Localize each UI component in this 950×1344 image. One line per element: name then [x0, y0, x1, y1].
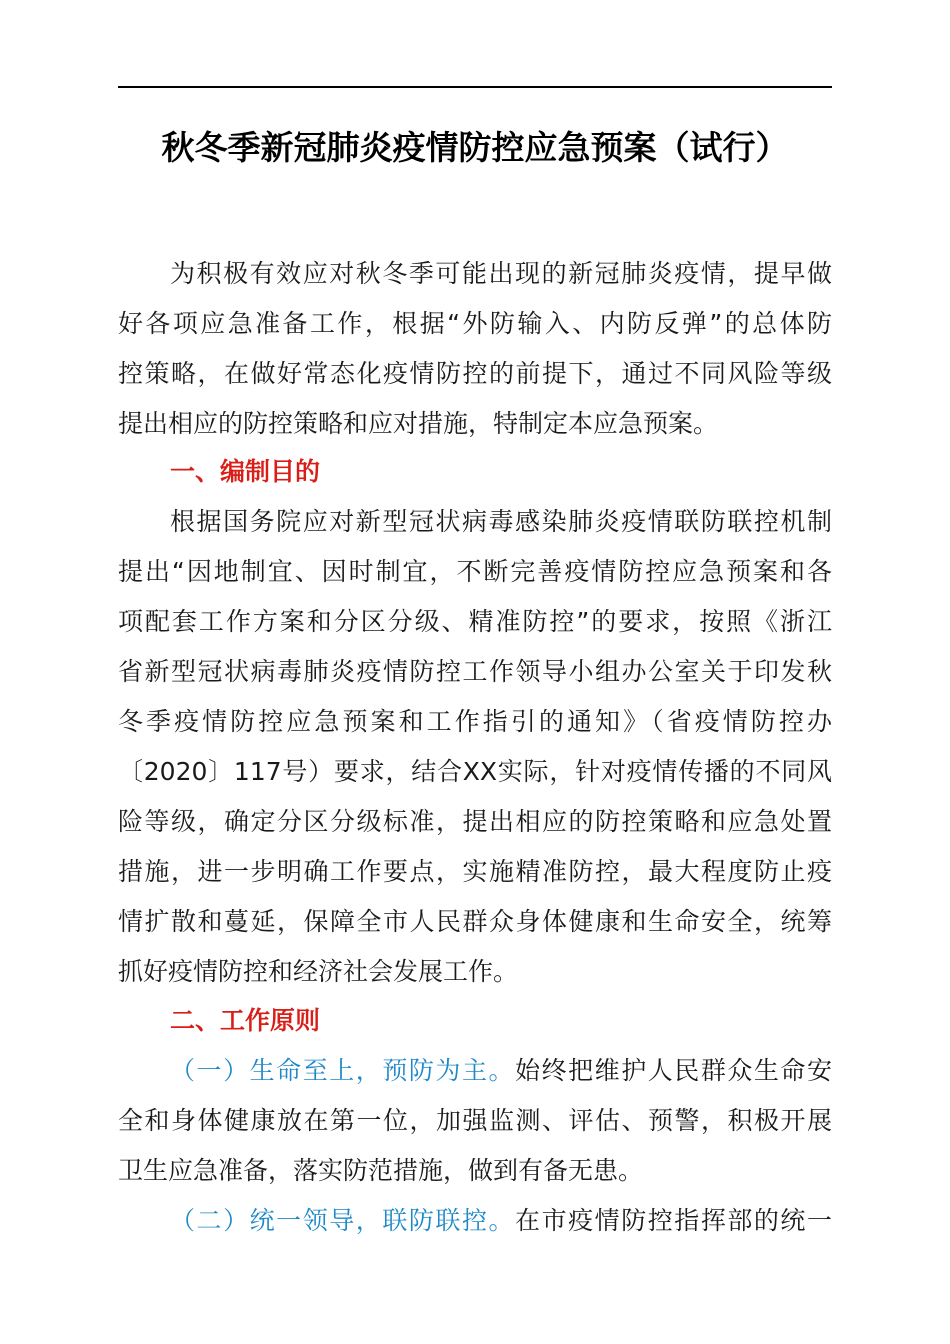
principle-2-label: （二）统一领导，联防联控。	[170, 1206, 516, 1235]
body-line: 〔2020〕117号）要求，结合XX实际，针对疫情传播的不同风	[118, 757, 832, 786]
principle-1-first-line	[170, 1051, 832, 1091]
body-line: 抓好疫情防控和经济社会发展工作。	[118, 957, 519, 986]
principle-2-text: 在市疫情防控指挥部的统一	[515, 1206, 832, 1235]
body-line: 险等级，确定分区分级标准，提出相应的防控策略和应急处置	[118, 807, 832, 836]
principle-1-label: （一）生命至上，预防为主。	[170, 1056, 516, 1085]
intro-line: 好各项应急准备工作，根据“外防输入、内防反弹”的总体防	[118, 309, 832, 338]
body-line: 冬季疫情防控应急预案和工作指引的通知》（省疫情防控办	[118, 707, 832, 736]
body-line: 措施，进一步明确工作要点，实施精准防控，最大程度防止疫	[118, 857, 832, 886]
body-line: 提出“因地制宜、因时制宜，不断完善疫情防控应急预案和各	[118, 557, 832, 586]
body-line: 省新型冠状病毒肺炎疫情防控工作领导小组办公室关于印发秋	[118, 657, 832, 686]
body-line: 根据国务院应对新型冠状病毒感染肺炎疫情联防联控机制	[170, 507, 832, 536]
body-line: 情扩散和蔓延，保障全市人民群众身体健康和生命安全，统筹	[118, 907, 832, 936]
document-title: 秋冬季新冠肺炎疫情防控应急预案（试行）	[161, 128, 789, 167]
section-heading-purpose: 一、编制目的	[170, 457, 321, 486]
intro-line: 提出相应的防控策略和应对措施，特制定本应急预案。	[118, 409, 719, 438]
principle-1-text: 始终把维护人民群众生命安	[515, 1056, 832, 1085]
intro-line: 控策略，在做好常态化疫情防控的前提下，通过不同风险等级	[118, 359, 832, 388]
body-line: 项配套工作方案和分区分级、精准防控”的要求，按照《浙江	[118, 607, 832, 636]
intro-line: 为积极有效应对秋冬季可能出现的新冠肺炎疫情，提早做	[170, 259, 832, 288]
principle-2-first-line	[170, 1201, 832, 1241]
body-line: 全和身体健康放在第一位，加强监测、评估、预警，积极开展	[118, 1106, 832, 1135]
body-line: 卫生应急准备，落实防范措施，做到有备无患。	[118, 1156, 644, 1185]
header-rule	[118, 86, 832, 88]
section-heading-principles: 二、工作原则	[170, 1006, 321, 1035]
